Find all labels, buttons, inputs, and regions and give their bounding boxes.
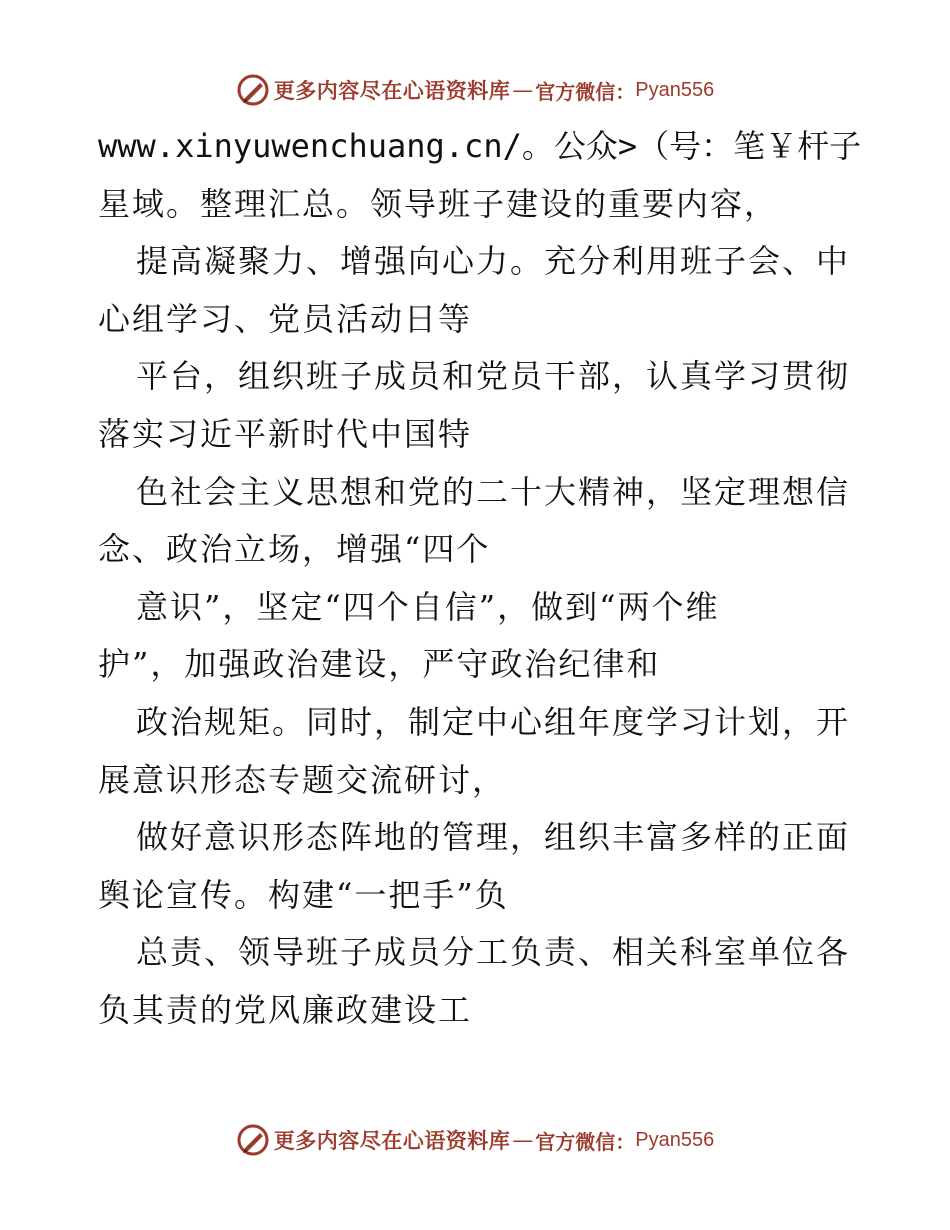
body-line: 心组学习、党员活动日等 bbox=[98, 299, 473, 338]
body-line: 色社会主义思想和党的二十大精神，坚定理想信 bbox=[136, 472, 851, 511]
body-line: 政治规矩。同时，制定中心组年度学习计划，开 bbox=[136, 702, 851, 741]
separator: — bbox=[512, 1128, 534, 1152]
wechat-id: Pyan556 bbox=[635, 1128, 715, 1151]
body-line: 意识”，坚定“四个自信”，做到“两个维 bbox=[136, 587, 720, 626]
body-line: 念、政治立场，增强“四个 bbox=[98, 530, 491, 569]
body-line: 落实习近平新时代中国特 bbox=[98, 414, 473, 453]
body-line: 做好意识形态阵地的管理，组织丰富多样的正面 bbox=[136, 818, 851, 857]
footer-banner bbox=[0, 1120, 950, 1160]
separator: — bbox=[512, 78, 534, 102]
header-banner bbox=[0, 70, 950, 110]
body-line: 提高凝聚力、增强向心力。充分利用班子会、中 bbox=[136, 242, 851, 281]
body-line: 平台，组织班子成员和党员干部，认真学习贯彻 bbox=[136, 357, 851, 396]
promo-text: 更多内容尽在心语资料库 bbox=[273, 1128, 511, 1153]
promo-text: 更多内容尽在心语资料库 bbox=[273, 78, 511, 103]
document-body bbox=[98, 118, 862, 1040]
body-line: 护”，加强政治建设，严守政治纪律和 bbox=[98, 645, 661, 684]
pen-logo-icon bbox=[236, 73, 270, 107]
body-line: 总责、领导班子成员分工负责、相关科室单位各 bbox=[136, 933, 851, 972]
pen-logo-icon bbox=[236, 1123, 270, 1157]
body-line: www.xinyuwenchuang.cn/。公众>（号：笔￥杆子 bbox=[98, 127, 862, 165]
body-line: 星域。整理汇总。领导班子建设的重要内容， bbox=[98, 184, 779, 223]
wechat-id: Pyan556 bbox=[635, 78, 715, 101]
body-line: 展意识形态专题交流研讨， bbox=[98, 760, 507, 799]
body-line: 负其责的党风廉政建设工 bbox=[98, 990, 473, 1029]
official-label: 官方微信： bbox=[535, 79, 636, 104]
body-line: 舆论宣传。构建“一把手”负 bbox=[98, 875, 509, 914]
official-label: 官方微信： bbox=[535, 1129, 636, 1154]
